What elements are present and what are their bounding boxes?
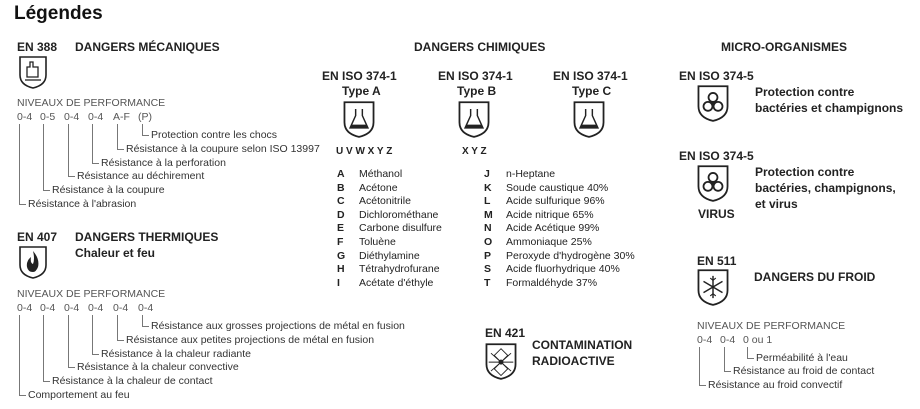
chem-row: K Soude caustique 40% [484,181,609,194]
chem-row: J n-Heptane [484,168,556,180]
flask-shield-icon-c [572,100,606,138]
en407-label: EN 407 [17,230,58,244]
flame-shield-icon [18,245,48,279]
chem-a-std: EN ISO 374-1 [322,69,397,83]
mech-item-1: Protection contre les chocs [151,129,278,141]
chem-row: H Tétrahydrofurane [337,263,440,276]
thermal-subheader: Chaleur et feu [75,246,156,260]
chem-row: E Carbone disulfure [337,222,442,235]
cold-level-2: 0-4 [720,334,736,346]
thermal-header: DANGERS THERMIQUES [75,230,219,244]
chem-row: M Acide nitrique 65% [484,208,594,221]
chem-row: D Dichlorométhane [337,208,439,221]
mech-item-2: Résistance à la coupure selon ISO 13997 [126,143,320,155]
radioactive-shield-icon [484,342,518,380]
chem-a-letters: U V W X Y Z [336,146,393,157]
chem-row: G Diéthylamine [337,249,420,262]
micro-a-line1: Protection contre [755,85,855,99]
micro-header: MICRO-ORGANISMES [721,40,847,54]
chem-list-right [484,168,635,290]
chem-b-std: EN ISO 374-1 [438,69,513,83]
chem-b-letters: X Y Z [462,146,487,157]
biohazard-shield-icon-b [696,164,730,202]
mech-header: DANGERS MÉCANIQUES [75,40,220,54]
cold-level-3: 0 ou 1 [743,334,773,346]
chem-row: C Acétonitrile [337,195,411,208]
en421-label: EN 421 [485,326,526,340]
mech-level-1: 0-4 [17,111,33,123]
mech-levels-label: NIVEAUX DE PERFORMANCE [17,97,166,109]
en511-label: EN 511 [697,254,737,268]
chem-row: P Peroxyde d'hydrogène 30% [484,249,635,262]
cold-header: DANGERS DU FROID [754,270,876,284]
mech-item-3: Résistance à la perforation [101,157,226,169]
mech-level-3: 0-4 [64,111,80,123]
micro-a-std: EN ISO 374-5 [679,69,754,83]
en388-label: EN 388 [17,40,58,54]
chem-b-type: Type B [457,84,497,98]
chem-row: I Acétate d'éthyle [337,276,434,289]
chem-row: S Acide fluorhydrique 40% [484,263,620,276]
mech-level-4: 0-4 [88,111,104,123]
micro-b-std: EN ISO 374-5 [679,149,754,163]
thermal-item-5: Résistance à la chaleur de contact [52,375,213,387]
micro-b-line3: et virus [755,197,798,211]
mech-item-4: Résistance au déchirement [77,170,205,182]
thermal-level-3: 0-4 [64,302,80,314]
mech-level-6: (P) [138,111,152,123]
chem-row: T Formaldéhyde 37% [484,276,598,289]
cold-item-1: Perméabilité à l'eau [756,352,848,364]
thermal-level-2: 0-4 [40,302,56,314]
micro-virus-label: VIRUS [698,207,735,221]
thermal-levels-label: NIVEAUX DE PERFORMANCE [17,288,166,300]
flask-shield-icon-a [342,100,376,138]
thermal-level-6: 0-4 [138,302,154,314]
cold-levels-label: NIVEAUX DE PERFORMANCE [697,320,846,332]
snowflake-shield-icon [696,268,730,306]
biohazard-shield-icon-a [696,84,730,122]
thermal-level-4: 0-4 [88,302,104,314]
chem-row: B Acétone [337,181,398,194]
cold-item-3: Résistance au froid convectif [708,379,843,391]
mech-item-5: Résistance à la coupure [52,184,165,196]
chem-list-left [337,168,442,290]
chem-row: F Toluène [337,235,396,248]
glove-shield-icon [18,55,48,89]
chem-row: N Acide Acétique 99% [484,222,600,235]
chem-row: L Acide sulfurique 96% [484,195,605,208]
page-title: Légendes [14,3,103,24]
thermal-item-4: Résistance à la chaleur convective [77,361,239,373]
thermal-item-2: Résistance aux petites projections de métal en fusion [126,334,375,346]
cold-level-1: 0-4 [697,334,713,346]
chem-row: O Ammoniaque 25% [484,235,592,248]
chem-row: A Méthanol [337,168,403,180]
chem-header: DANGERS CHIMIQUES [414,40,546,54]
chem-c-std: EN ISO 374-1 [553,69,628,83]
micro-b-line2: bactéries, champignons, [755,181,896,195]
mech-item-6: Résistance à l'abrasion [28,198,137,210]
chem-a-type: Type A [342,84,381,98]
thermal-item-3: Résistance à la chaleur radiante [101,348,252,360]
thermal-level-1: 0-4 [17,302,33,314]
thermal-item-6: Comportement au feu [28,389,130,401]
thermal-item-1: Résistance aux grosses projections de métal en fusion [151,320,405,332]
mech-level-5: A-F [113,111,130,123]
mech-level-2: 0-5 [40,111,56,123]
thermal-level-5: 0-4 [113,302,129,314]
micro-a-line2: bactéries et champignons [755,101,904,115]
radio-header-2: RADIOACTIVE [532,354,615,368]
chem-c-type: Type C [572,84,612,98]
cold-item-2: Résistance au froid de contact [733,365,875,377]
flask-shield-icon-b [457,100,491,138]
radio-header-1: CONTAMINATION [532,338,633,352]
micro-b-line1: Protection contre [755,165,855,179]
